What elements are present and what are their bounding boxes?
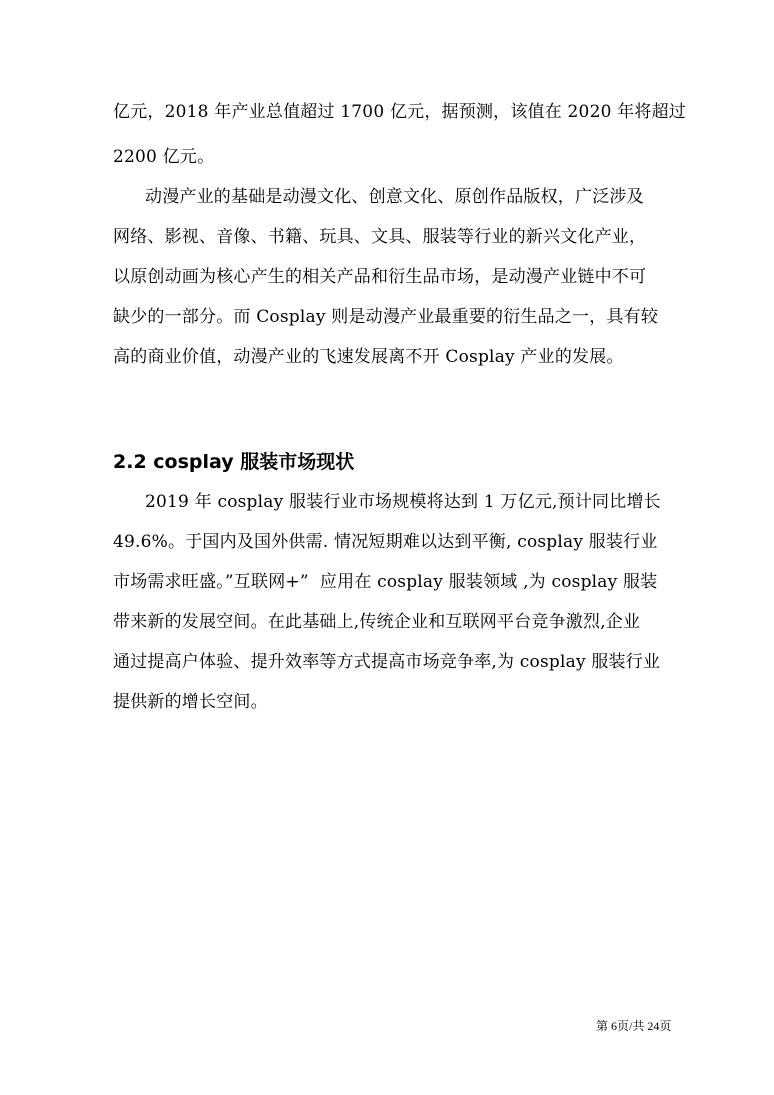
paragraph-1-line-1: 亿元，2018 年产业总值超过 1700 亿元，据预测，该值在 2020 年将超过 [113,102,687,122]
paragraph-2-line-4: 缺少的一部分。而 Cosplay 则是动漫产业最重要的衍生品之一，具有较 [113,307,659,327]
paragraph-3-line-6: 提供新的增长空间。 [113,692,268,712]
paragraph-2-line-1: 动漫产业的基础是动漫文化、创意文化、原创作品版权，广泛涉及 [145,187,644,207]
paragraph-3-line-1: 2019 年 cosplay 服装行业市场规模将达到 1 万亿元,预计同比增长 [145,492,661,512]
paragraph-3-line-4: 带来新的发展空间。在此基础上,传统企业和互联网平台竞争激烈,企业 [113,612,641,632]
page-number: 第 6页/共 24页 [596,1019,672,1033]
paragraph-3-line-5: 通过提高户体验、提升效率等方式提高市场竞争率,为 cosplay 服装行业 [113,652,661,672]
section-heading: 2.2 cosplay 服装市场现状 [113,451,355,473]
paragraph-3-line-3: 市场需求旺盛。”互联网+” 应用在 cosplay 服装领域 ,为 cosplay 服装 [113,572,658,592]
paragraph-1-line-2: 2200 亿元。 [113,147,215,167]
paragraph-2-line-5: 高的商业价值，动漫产业的飞速发展离不开 Cosplay 产业的发展。 [113,347,624,367]
paragraph-2-line-3: 以原创动画为核心产生的相关产品和衍生品市场，是动漫产业链中不可 [113,267,647,287]
paragraph-3-line-2: 49.6%。于国内及国外供需. 情况短期难以达到平衡, cosplay 服装行业 [113,532,658,552]
paragraph-2-line-2: 网络、影视、音像、书籍、玩具、文具、服装等行业的新兴文化产业， [113,227,647,247]
